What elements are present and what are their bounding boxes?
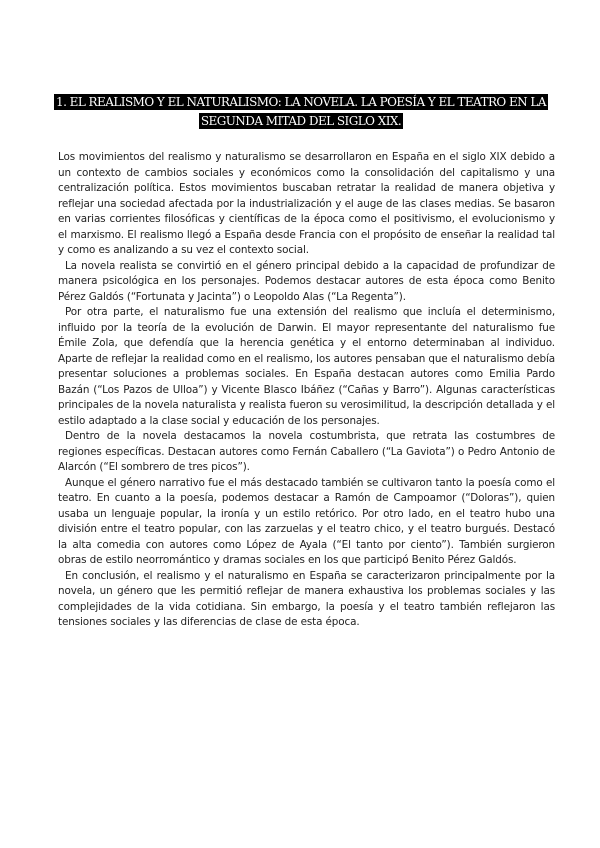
- document-body: [58, 150, 555, 631]
- document-title: 1. EL REALISMO Y EL NATURALISMO: LA NOVELA. LA POESÍA Y EL TEATRO EN LA SEGUNDA MITAD DEL SIGLO XIX.: [56, 95, 546, 128]
- paragraph-costumbrista: Dentro de la novela destacamos la novela costumbrista, que retrata las costumbres de regiones específicas. Destacan autores como Fernán Caballero (“La Gaviota”) o Pedro Antonio de Alarcón (“El sombrero de tres picos”).: [58, 430, 555, 473]
- paragraph-naturalismo: Por otra parte, el naturalismo fue una extensión del realismo que incluía el determinismo, influido por la teoría de la evolución de Darwin. El mayor representante del naturalismo fue Émile Zola, que defendía que la herencia genética y el entorno determinaban al individuo. Aparte de reflejar la realidad como en el realismo, los autores pensaban que el naturalismo debía presentar soluciones a problemas sociales. En España destacan autores como Emilia Pardo Bazán (“Los Pazos de Ulloa”) y Vicente Blasco Ibáñez (“Cañas y Barro”). Algunas características principales de la novela naturalista y realista fueron su verosimilitud, la descripción detallada y el estilo adaptado a la clase social y educación de los personajes.: [58, 306, 555, 427]
- paragraph-conclusion: En conclusión, el realismo y el naturalismo en España se caracterizaron principalmente por la novela, un género que les permitió reflejar de manera exhaustiva los problemas sociales y las complejidades de la vida cotidiana. Sin embargo, la poesía y el teatro también reflejaron las tensiones sociales y las diferencias de clase de esta época.: [58, 569, 555, 628]
- paragraph-novela-realista: La novela realista se convirtió en el género principal debido a la capacidad de profundizar de manera psicológica en los personajes. Podemos destacar autores de esta época como Benito Pérez Galdós (“Fortunata y Jacinta”) o Leopoldo Alas (“La Regenta”).: [58, 259, 555, 303]
- paragraph-poesia-teatro: Aunque el género narrativo fue el más destacado también se cultivaron tanto la poesía como el teatro. En cuanto a la poesía, podemos destacar a Ramón de Campoamor (“Doloras”), quien usaba un lenguaje popular, la ironía y un estilo retórico. Por otro lado, en el teatro hubo una división entre el teatro popular, con las zarzuelas y el teatro chico, y el teatro burgués. Destacó la alta comedia con autores como López de Ayala (“El tanto por ciento”). También surgieron obras de estilo neorromántico y dramas sociales en los que participó Benito Pérez Galdós.: [58, 476, 555, 566]
- paragraph-intro: Los movimientos del realismo y naturalismo se desarrollaron en España en el siglo XIX debido a un contexto de cambios sociales y económicos como la consolidación del capitalismo y una centralización política. Estos movimientos buscaban retratar la realidad de manera objetiva y reflejar una sociedad afectada por la industrialización y el auge de las clases medias. Se basaron en varias corrientes filosóficas y científicas de la época como el positivismo, el evolucionismo y el marxismo. El realismo llegó a España desde Francia con el propósito de enseñar la realidad tal y como es analizando a su vez el contexto social.: [58, 151, 555, 256]
- document-title-block: [48, 93, 554, 131]
